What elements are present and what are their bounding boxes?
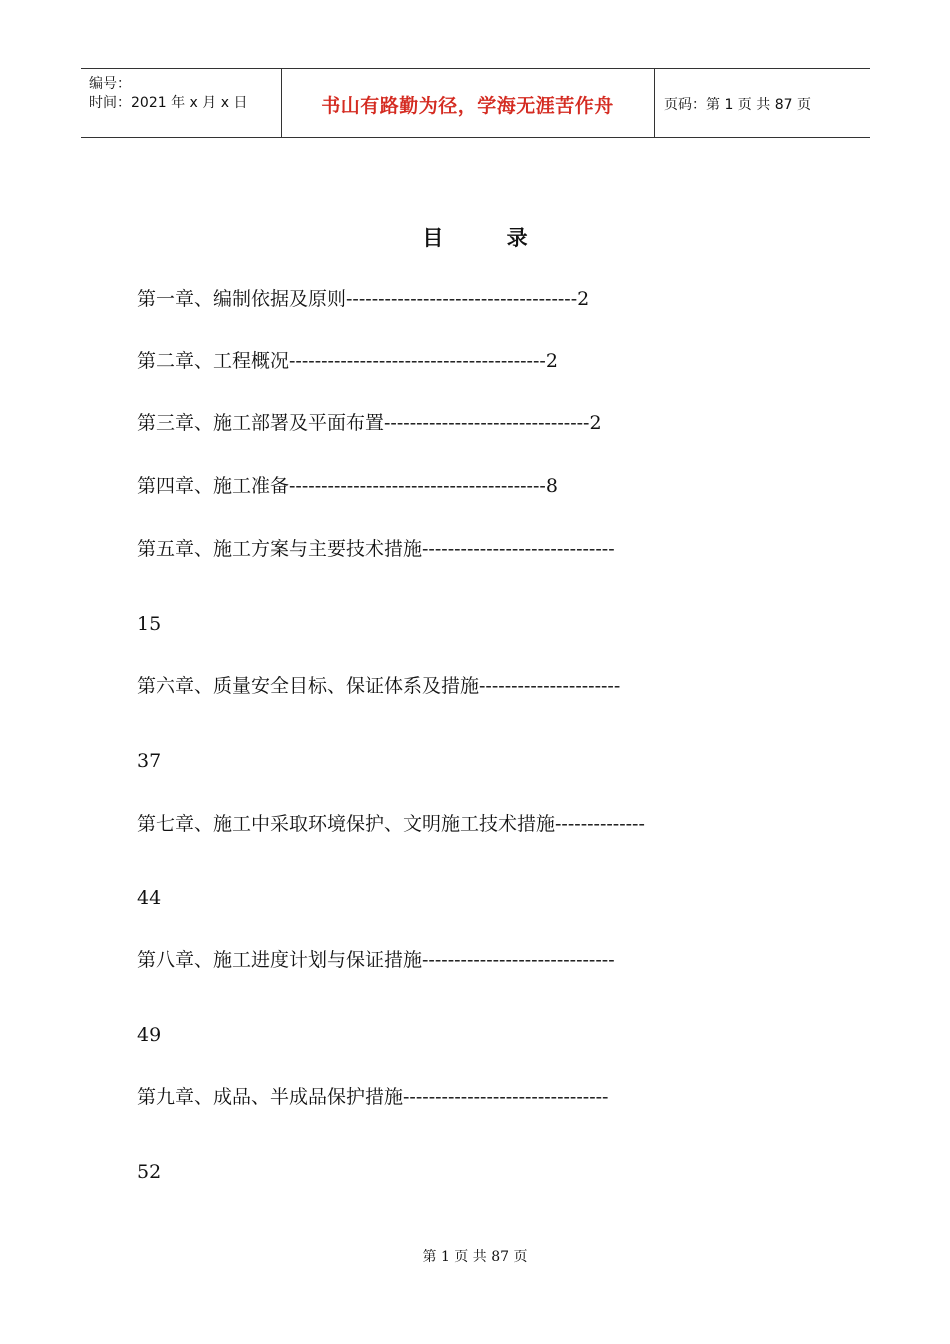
- toc-entry[interactable]: [137, 672, 817, 700]
- toc-entry-text: 第四章、施工准备: [137, 475, 290, 497]
- header-page-info: 页码：第 1 页 共 87 页: [664, 97, 811, 113]
- toc-entry-page: 49: [137, 1024, 162, 1046]
- toc-entry[interactable]: [137, 810, 817, 838]
- toc-entry-text: 第二章、工程概况: [137, 350, 290, 372]
- toc-entry-page: 2: [545, 350, 558, 372]
- page-footer: 第 1 页 共 87 页: [422, 1249, 528, 1265]
- toc-leader: ----------------------: [479, 675, 621, 697]
- toc-entry[interactable]: [137, 1083, 817, 1111]
- page-header: [81, 68, 870, 138]
- header-motto: 书山有路勤为径，学海无涯苦作舟: [321, 95, 614, 117]
- toc-entry-page: 2: [577, 288, 590, 310]
- toc-entry[interactable]: [137, 285, 817, 313]
- toc-entry[interactable]: [137, 472, 817, 500]
- header-meta-cell: [81, 69, 282, 137]
- toc-entry-text: 第六章、质量安全目标、保证体系及措施: [137, 675, 480, 697]
- toc-entry-page: 52: [137, 1161, 162, 1183]
- toc-entry-text: 第五章、施工方案与主要技术措施: [137, 538, 423, 560]
- document-number-label: 编号：: [89, 76, 131, 92]
- toc-entry[interactable]: [137, 535, 817, 563]
- toc-entry-text: 第八章、施工进度计划与保证措施: [137, 949, 423, 971]
- toc-entry[interactable]: [137, 347, 817, 375]
- header-page-cell: [654, 69, 870, 137]
- toc-entry-text: 第九章、成品、半成品保护措施: [137, 1086, 404, 1108]
- toc-leader: ------------------------------: [422, 538, 615, 560]
- toc-entry[interactable]: [137, 946, 817, 974]
- toc-title: 目 录: [422, 225, 556, 250]
- toc-leader: ----------------------------------------: [289, 350, 546, 372]
- document-time-label: 时间：2021 年 x 月 x 日: [89, 95, 248, 111]
- toc-entry-page: 2: [589, 412, 602, 434]
- toc-leader: ------------------------------------: [346, 288, 578, 310]
- toc-leader: --------------: [555, 813, 645, 835]
- toc-leader: ----------------------------------------: [289, 475, 546, 497]
- toc-entry-text: 第三章、施工部署及平面布置: [137, 412, 385, 434]
- toc-leader: ------------------------------: [422, 949, 615, 971]
- toc-leader: --------------------------------: [384, 412, 590, 434]
- toc-entry-text: 第一章、编制依据及原则: [137, 288, 347, 310]
- toc-entry-page: 8: [545, 475, 558, 497]
- toc-entry-text: 第七章、施工中采取环境保护、文明施工技术措施: [137, 813, 556, 835]
- header-motto-cell: [281, 69, 655, 137]
- toc-entry-page: 44: [137, 887, 162, 909]
- toc-entry-page: 37: [137, 750, 162, 772]
- toc-entry-page: 15: [137, 613, 162, 635]
- toc-entry[interactable]: [137, 409, 817, 437]
- toc-leader: --------------------------------: [403, 1086, 609, 1108]
